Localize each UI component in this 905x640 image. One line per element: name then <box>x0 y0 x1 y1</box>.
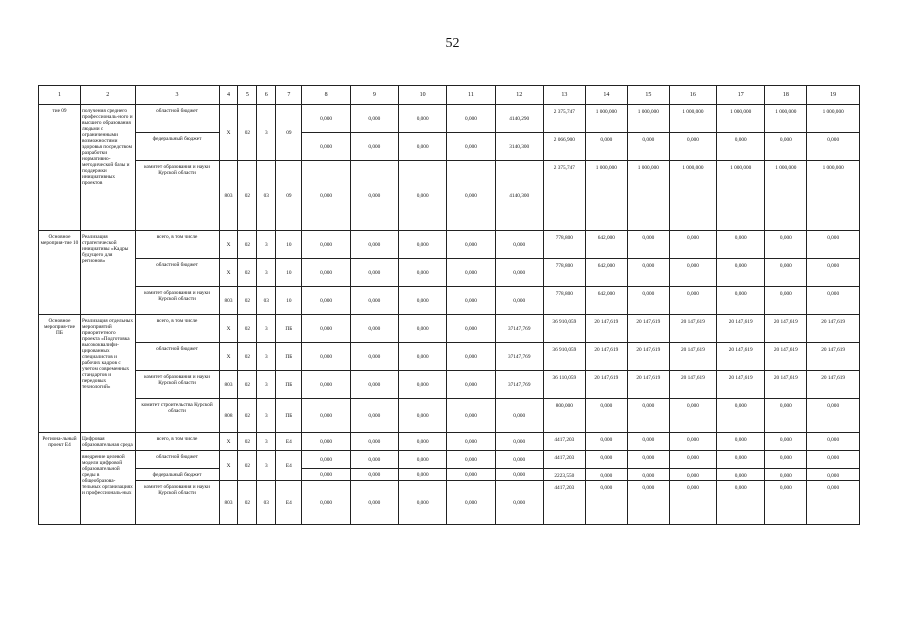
value-cell: 0,000 <box>447 105 495 133</box>
column-header-14: 14 <box>585 86 627 105</box>
value-cell: 0,000 <box>350 231 398 259</box>
budget-code-c4: 803 <box>219 481 238 525</box>
value-cell: 0,000 <box>807 433 860 451</box>
value-cell: 0,000 <box>717 133 765 161</box>
value-cell: 0,000 <box>399 371 447 399</box>
value-cell: 1 000,000 <box>669 161 716 231</box>
budget-code-c5: 02 <box>238 105 257 161</box>
budget-code-c6: 3 <box>257 433 276 451</box>
value-cell: 778,800 <box>543 259 585 287</box>
value-cell: 4417,203 <box>543 451 585 469</box>
column-header-13: 13 <box>543 86 585 105</box>
value-cell: 0,000 <box>399 287 447 315</box>
value-cell: 0,000 <box>302 371 350 399</box>
value-cell: 0,000 <box>399 433 447 451</box>
value-cell: 0,000 <box>399 315 447 343</box>
value-cell: 0,000 <box>669 259 716 287</box>
value-cell: 0,000 <box>447 481 495 525</box>
value-cell: 0,000 <box>585 399 627 433</box>
value-cell: 0,000 <box>807 399 860 433</box>
funding-source: областной бюджет <box>135 105 219 133</box>
budget-code-c7: ПБ <box>276 399 302 433</box>
column-header-9: 9 <box>350 86 398 105</box>
row-label: Региона-льный проект Е4 <box>39 433 81 525</box>
value-cell: 0,000 <box>302 469 350 481</box>
column-header-16: 16 <box>669 86 716 105</box>
budget-code-c7: 10 <box>276 231 302 259</box>
value-cell: 0,000 <box>302 133 350 161</box>
header-row <box>39 86 860 105</box>
table-row <box>39 315 860 343</box>
budget-code-c7: 10 <box>276 259 302 287</box>
value-cell: 20 147,619 <box>765 315 807 343</box>
budget-code-c4: X <box>219 259 238 287</box>
value-cell: 0,000 <box>302 481 350 525</box>
budget-code-c7: 10 <box>276 287 302 315</box>
value-cell: 0,000 <box>669 231 716 259</box>
funding-source: комитет строительства Курской области <box>135 399 219 433</box>
value-cell: 0,000 <box>495 481 543 525</box>
value-cell: 2223,550 <box>543 469 585 481</box>
table-row <box>39 451 860 469</box>
budget-code-c5: 02 <box>238 231 257 259</box>
budget-code-c6: 3 <box>257 371 276 399</box>
value-cell: 20 147,619 <box>765 343 807 371</box>
value-cell: 0,000 <box>627 451 669 469</box>
value-cell: 0,000 <box>399 343 447 371</box>
value-cell: 642,000 <box>585 287 627 315</box>
value-cell: 0,000 <box>350 433 398 451</box>
value-cell: 1 000,000 <box>765 161 807 231</box>
value-cell: 20 147,619 <box>669 343 716 371</box>
budget-code-c6: 3 <box>257 315 276 343</box>
budget-code-c5: 02 <box>238 399 257 433</box>
budget-code-c6: 03 <box>257 161 276 231</box>
value-cell: 0,000 <box>447 371 495 399</box>
value-cell: 4417,203 <box>543 481 585 525</box>
value-cell: 37147,769 <box>495 343 543 371</box>
column-header-6: 6 <box>257 86 276 105</box>
row-label: Основное мероприя-тие ПБ <box>39 315 81 433</box>
value-cell: 0,000 <box>302 315 350 343</box>
value-cell: 0,000 <box>669 481 716 525</box>
value-cell: 0,000 <box>447 231 495 259</box>
value-cell: 2 375,747 <box>543 161 585 231</box>
value-cell: 0,000 <box>669 399 716 433</box>
value-cell: 0,000 <box>765 133 807 161</box>
value-cell: 0,000 <box>302 433 350 451</box>
value-cell: 0,000 <box>302 161 350 231</box>
column-header-19: 19 <box>807 86 860 105</box>
value-cell: 0,000 <box>399 259 447 287</box>
column-header-10: 10 <box>399 86 447 105</box>
value-cell: 800,000 <box>543 399 585 433</box>
value-cell: 2 375,747 <box>543 105 585 133</box>
budget-code-c5: 02 <box>238 161 257 231</box>
value-cell: 0,000 <box>717 231 765 259</box>
budget-code-c5: 02 <box>238 451 257 481</box>
budget-code-c6: 03 <box>257 481 276 525</box>
row-description: Цифровая образовательная среда <box>80 433 135 451</box>
row-description-detail: внедрение целевой модели цифровой образовательной среды в общеобразова-тельных организациях и профессиональ-ных <box>80 451 135 525</box>
table-row <box>39 481 860 525</box>
budget-code-c4: 808 <box>219 399 238 433</box>
value-cell: 0,000 <box>350 287 398 315</box>
value-cell: 0,000 <box>717 469 765 481</box>
value-cell: 1 000,000 <box>717 161 765 231</box>
column-header-12: 12 <box>495 86 543 105</box>
value-cell: 20 147,619 <box>627 371 669 399</box>
value-cell: 0,000 <box>399 481 447 525</box>
budget-table <box>38 85 860 525</box>
value-cell: 0,000 <box>447 451 495 469</box>
value-cell: 0,000 <box>717 451 765 469</box>
value-cell: 0,000 <box>627 231 669 259</box>
value-cell: 0,000 <box>399 161 447 231</box>
budget-code-c6: 3 <box>257 399 276 433</box>
value-cell: 0,000 <box>350 315 398 343</box>
funding-source: федеральный бюджет <box>135 133 219 161</box>
value-cell: 0,000 <box>627 433 669 451</box>
budget-code-c5: 02 <box>238 371 257 399</box>
budget-code-c7: 09 <box>276 161 302 231</box>
value-cell: 36 110,059 <box>543 371 585 399</box>
value-cell: 0,000 <box>399 133 447 161</box>
budget-code-c7: Е4 <box>276 451 302 481</box>
column-header-2: 2 <box>80 86 135 105</box>
value-cell: 0,000 <box>807 259 860 287</box>
value-cell: 0,000 <box>399 469 447 481</box>
value-cell: 0,000 <box>447 287 495 315</box>
table-row <box>39 259 860 287</box>
value-cell: 0,000 <box>627 469 669 481</box>
value-cell: 642,000 <box>585 231 627 259</box>
value-cell: 0,000 <box>350 161 398 231</box>
value-cell: 0,000 <box>765 469 807 481</box>
budget-code-c7: ПБ <box>276 315 302 343</box>
value-cell: 0,000 <box>807 481 860 525</box>
table-row <box>39 469 860 481</box>
value-cell: 20 147,619 <box>765 371 807 399</box>
value-cell: 20 147,619 <box>669 371 716 399</box>
value-cell: 20 147,619 <box>585 371 627 399</box>
value-cell: 0,000 <box>765 399 807 433</box>
value-cell: 37147,769 <box>495 315 543 343</box>
budget-code-c7: ПБ <box>276 371 302 399</box>
value-cell: 0,000 <box>447 399 495 433</box>
column-header-3: 3 <box>135 86 219 105</box>
value-cell: 0,000 <box>399 451 447 469</box>
value-cell: 0,000 <box>669 451 716 469</box>
value-cell: 20 147,619 <box>807 371 860 399</box>
row-label: тие 09 <box>39 105 81 231</box>
value-cell: 0,000 <box>495 451 543 469</box>
value-cell: 0,000 <box>765 231 807 259</box>
value-cell: 0,000 <box>495 433 543 451</box>
value-cell: 0,000 <box>669 133 716 161</box>
table-row <box>39 343 860 371</box>
value-cell: 0,000 <box>350 399 398 433</box>
value-cell: 1 000,000 <box>669 105 716 133</box>
funding-source: всего, в том числе <box>135 433 219 451</box>
table-row <box>39 133 860 161</box>
value-cell: 0,000 <box>807 451 860 469</box>
value-cell: 20 147,619 <box>627 315 669 343</box>
value-cell: 0,000 <box>447 259 495 287</box>
value-cell: 0,000 <box>350 451 398 469</box>
value-cell: 778,800 <box>543 287 585 315</box>
value-cell: 0,000 <box>717 433 765 451</box>
value-cell: 1 000,000 <box>717 105 765 133</box>
value-cell: 0,000 <box>350 343 398 371</box>
column-header-1: 1 <box>39 86 81 105</box>
row-label: Основное мероприя-тие 10 <box>39 231 81 315</box>
value-cell: 0,000 <box>627 259 669 287</box>
budget-code-c6: 3 <box>257 105 276 161</box>
budget-code-c4: 803 <box>219 371 238 399</box>
value-cell: 2 066,900 <box>543 133 585 161</box>
funding-source: комитет образования и науки Курской области <box>135 481 219 525</box>
budget-code-c4: 803 <box>219 161 238 231</box>
budget-code-c5: 02 <box>238 315 257 343</box>
value-cell: 0,000 <box>807 287 860 315</box>
value-cell: 0,000 <box>447 343 495 371</box>
column-header-5: 5 <box>238 86 257 105</box>
value-cell: 0,000 <box>447 133 495 161</box>
table-row <box>39 287 860 315</box>
value-cell: 36 910,059 <box>543 343 585 371</box>
budget-code-c4: X <box>219 451 238 481</box>
budget-code-c6: 3 <box>257 231 276 259</box>
table-row <box>39 433 860 451</box>
value-cell: 1 000,000 <box>627 161 669 231</box>
value-cell: 20 147,619 <box>669 315 716 343</box>
value-cell: 0,000 <box>585 451 627 469</box>
value-cell: 0,000 <box>447 433 495 451</box>
value-cell: 0,000 <box>495 399 543 433</box>
value-cell: 642,000 <box>585 259 627 287</box>
budget-code-c7: ПБ <box>276 343 302 371</box>
budget-code-c7: 09 <box>276 105 302 161</box>
value-cell: 37147,769 <box>495 371 543 399</box>
value-cell: 20 147,619 <box>717 371 765 399</box>
value-cell: 0,000 <box>765 287 807 315</box>
value-cell: 778,800 <box>543 231 585 259</box>
value-cell: 1 000,000 <box>807 161 860 231</box>
value-cell: 0,000 <box>765 451 807 469</box>
value-cell: 0,000 <box>585 469 627 481</box>
row-description: Реализация отдельных мероприятий приоритетного проекта «Подготовка высококвалифи-цированных специалистов и рабочих кадров с учетом современных стандартов и передовых технологий» <box>80 315 135 433</box>
budget-code-c5: 02 <box>238 259 257 287</box>
value-cell: 1 000,000 <box>585 161 627 231</box>
budget-code-c5: 02 <box>238 343 257 371</box>
value-cell: 20 147,619 <box>807 315 860 343</box>
budget-code-c4: X <box>219 231 238 259</box>
funding-source: федеральный бюджет <box>135 469 219 481</box>
column-header-4: 4 <box>219 86 238 105</box>
value-cell: 0,000 <box>669 287 716 315</box>
value-cell: 36 910,059 <box>543 315 585 343</box>
budget-code-c6: 3 <box>257 259 276 287</box>
table-row <box>39 161 860 231</box>
value-cell: 0,000 <box>350 133 398 161</box>
budget-code-c7: Е4 <box>276 433 302 451</box>
value-cell: 0,000 <box>350 469 398 481</box>
value-cell: 0,000 <box>495 287 543 315</box>
budget-code-c5: 02 <box>238 433 257 451</box>
value-cell: 0,000 <box>302 287 350 315</box>
value-cell: 20 147,619 <box>585 315 627 343</box>
row-description: Реализация стратегической инициативы «Кадры будущего для регионов» <box>80 231 135 315</box>
budget-code-c5: 02 <box>238 481 257 525</box>
column-header-7: 7 <box>276 86 302 105</box>
value-cell: 0,000 <box>447 315 495 343</box>
budget-code-c7: Е4 <box>276 481 302 525</box>
value-cell: 0,000 <box>669 469 716 481</box>
budget-code-c4: X <box>219 433 238 451</box>
budget-code-c5: 02 <box>238 287 257 315</box>
value-cell: 0,000 <box>627 481 669 525</box>
value-cell: 0,000 <box>302 105 350 133</box>
value-cell: 0,000 <box>302 231 350 259</box>
column-header-11: 11 <box>447 86 495 105</box>
value-cell: 0,000 <box>669 433 716 451</box>
value-cell: 1 000,000 <box>807 105 860 133</box>
value-cell: 0,000 <box>627 133 669 161</box>
value-cell: 0,000 <box>585 433 627 451</box>
value-cell: 0,000 <box>399 105 447 133</box>
value-cell: 0,000 <box>717 399 765 433</box>
value-cell: 0,000 <box>765 433 807 451</box>
value-cell: 0,000 <box>447 161 495 231</box>
budget-code-c4: X <box>219 343 238 371</box>
value-cell: 20 147,619 <box>807 343 860 371</box>
value-cell: 0,000 <box>350 105 398 133</box>
value-cell: 20 147,619 <box>585 343 627 371</box>
value-cell: 0,000 <box>495 259 543 287</box>
value-cell: 0,000 <box>807 469 860 481</box>
row-description: получения среднего профессиональ-ного и высшего образования людьми с ограниченными возможностями здоровья посредством разработки нормативно-методической базы и поддержки инициативных проектов <box>80 105 135 231</box>
value-cell: 0,000 <box>302 451 350 469</box>
value-cell: 0,000 <box>627 287 669 315</box>
page-number: 52 <box>445 36 460 51</box>
value-cell: 0,000 <box>807 231 860 259</box>
funding-source: всего, в том числе <box>135 315 219 343</box>
value-cell: 20 147,619 <box>627 343 669 371</box>
budget-code-c6: 3 <box>257 451 276 481</box>
value-cell: 4417,203 <box>543 433 585 451</box>
value-cell: 0,000 <box>627 399 669 433</box>
value-cell: 0,000 <box>717 259 765 287</box>
column-header-18: 18 <box>765 86 807 105</box>
table-row <box>39 371 860 399</box>
funding-source: областной бюджет <box>135 451 219 469</box>
table-row <box>39 399 860 433</box>
budget-code-c4: X <box>219 105 238 161</box>
value-cell: 3140,300 <box>495 133 543 161</box>
value-cell: 0,000 <box>399 231 447 259</box>
value-cell: 0,000 <box>585 133 627 161</box>
value-cell: 0,000 <box>447 469 495 481</box>
value-cell: 0,000 <box>807 133 860 161</box>
value-cell: 20 147,619 <box>717 315 765 343</box>
value-cell: 0,000 <box>350 259 398 287</box>
funding-source: комитет образования и науки Курской области <box>135 161 219 231</box>
value-cell: 0,000 <box>717 287 765 315</box>
funding-source: областной бюджет <box>135 343 219 371</box>
value-cell: 0,000 <box>765 481 807 525</box>
value-cell: 0,000 <box>350 481 398 525</box>
value-cell: 0,000 <box>399 399 447 433</box>
funding-source: комитет образования и науки Курской области <box>135 371 219 399</box>
value-cell: 0,000 <box>495 469 543 481</box>
value-cell: 1 000,000 <box>627 105 669 133</box>
budget-code-c4: X <box>219 315 238 343</box>
value-cell: 4140,300 <box>495 161 543 231</box>
value-cell: 4140,290 <box>495 105 543 133</box>
column-header-15: 15 <box>627 86 669 105</box>
value-cell: 0,000 <box>302 343 350 371</box>
value-cell: 1 000,000 <box>765 105 807 133</box>
value-cell: 0,000 <box>302 259 350 287</box>
budget-code-c4: 803 <box>219 287 238 315</box>
value-cell: 0,000 <box>765 259 807 287</box>
funding-source: комитет образования и науки Курской области <box>135 287 219 315</box>
value-cell: 0,000 <box>302 399 350 433</box>
value-cell: 20 147,619 <box>717 343 765 371</box>
table-row <box>39 231 860 259</box>
funding-source: областной бюджет <box>135 259 219 287</box>
budget-code-c6: 3 <box>257 343 276 371</box>
value-cell: 0,000 <box>350 371 398 399</box>
table-row <box>39 105 860 133</box>
column-header-17: 17 <box>717 86 765 105</box>
value-cell: 1 000,000 <box>585 105 627 133</box>
funding-source: всего, в том числе <box>135 231 219 259</box>
column-header-8: 8 <box>302 86 350 105</box>
value-cell: 0,000 <box>717 481 765 525</box>
budget-code-c6: 03 <box>257 287 276 315</box>
value-cell: 0,000 <box>585 481 627 525</box>
value-cell: 0,000 <box>495 231 543 259</box>
